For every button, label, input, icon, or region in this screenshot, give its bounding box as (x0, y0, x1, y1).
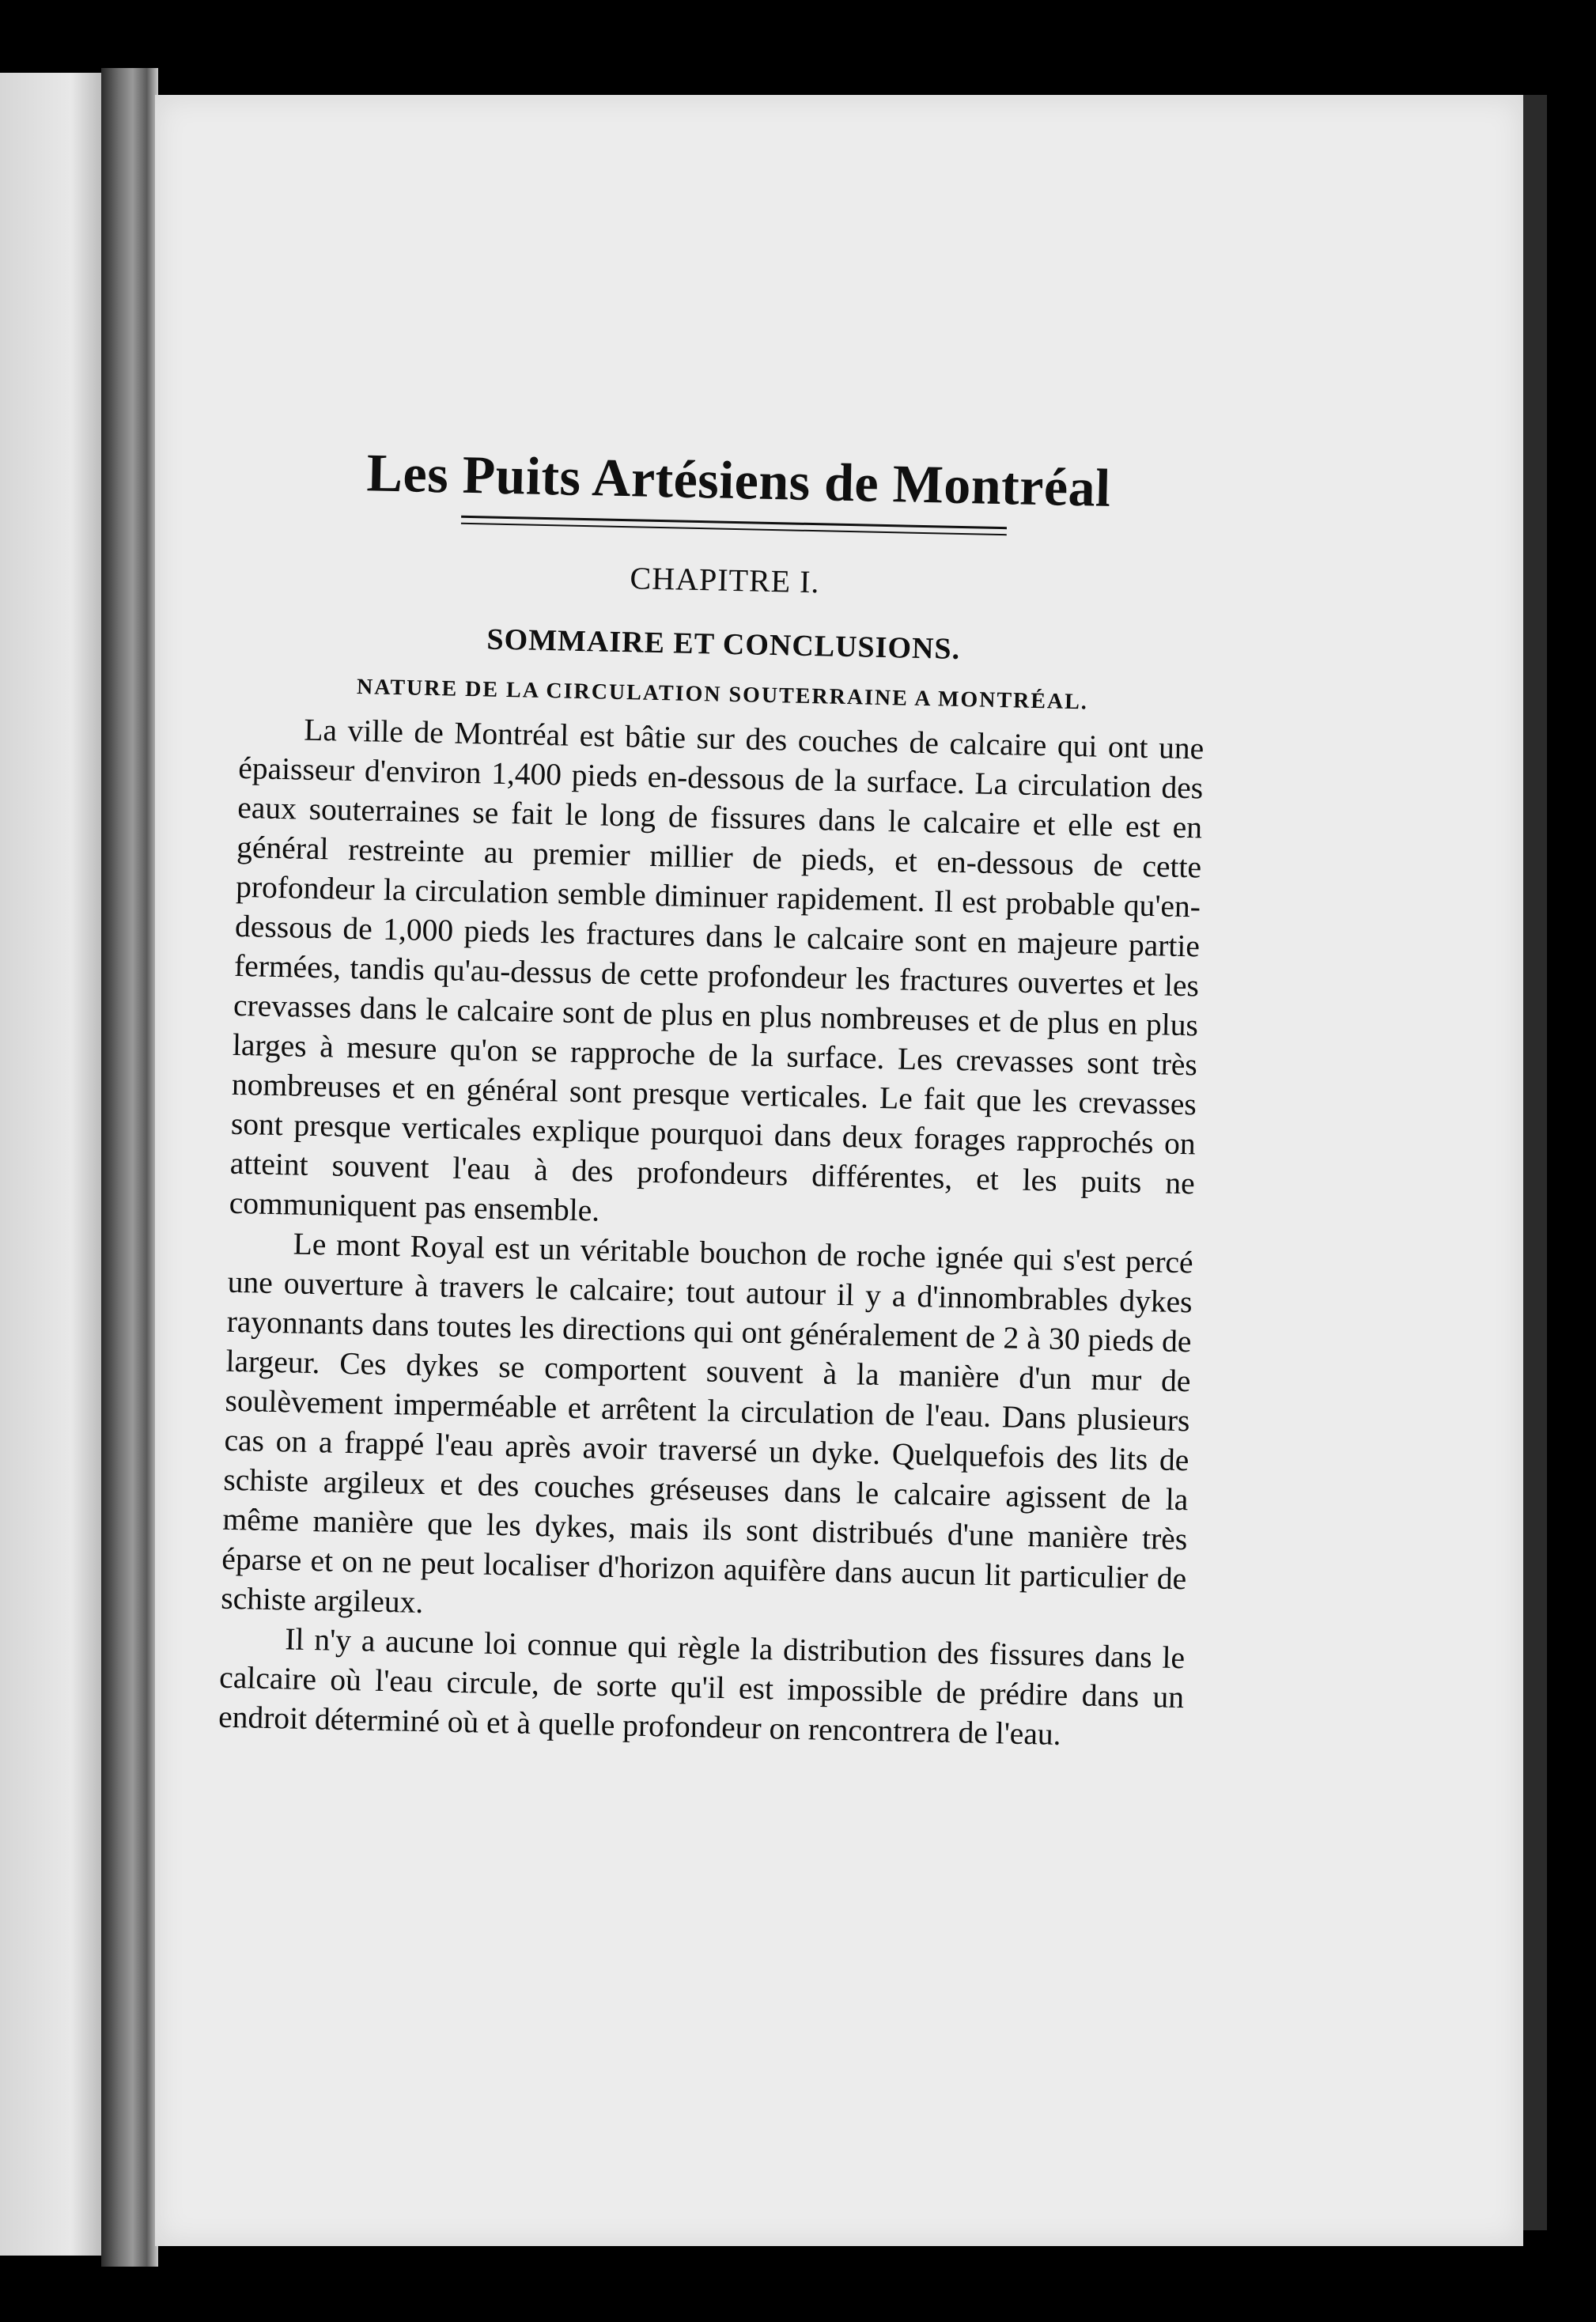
chapter-heading: CHAPITRE I. (630, 560, 820, 600)
paragraph-1: La ville de Montréal est bâtie sur des couches de calcaire qui ont une épaisseur d'environ 1,400 pieds en-dessous de la surface. La circulation des eaux souterraines se fait le long de fissures dans le calcaire et elle est en général restreinte au premier millier de pieds, et en-dessous de cette profondeur la circulation semble diminuer rapidement. Il est probable qu'en-dessous de 1,000 pieds les fractures dans le calcaire sont en majeure partie fermées, tandis qu'au-dessus de cette profondeur les fractures ouvertes et les crevasses dans le calcaire sont de plus en plus nombreuses et de plus en plus larges à mesure qu'on se rapproche de la surface. Les crevasses sont très nombreuses et en général sont presque verticales. Le fait que les crevasses sont presque verticales explique pourquoi dans deux forages rapprochés on atteint souvent l'eau à des profondeurs différentes, et les puits ne communiquent pas ensemble. (229, 712, 1205, 1228)
previous-page-edge (0, 73, 101, 2256)
subsection-heading: NATURE DE LA CIRCULATION SOUTERRAINE A MONTRÉAL. (356, 675, 1089, 715)
binding-gutter (101, 68, 158, 2267)
page-right-edge (1523, 95, 1547, 2230)
page-content (218, 443, 1210, 1757)
title-double-rule (461, 516, 1007, 535)
paragraph-3: Il n'y a aucune loi connue qui règle la distribution des fissures dans le calcaire où l'eau circule, de sorte qu'il est impossible de prédire dans un endroit déterminé où et à quelle profondeur on rencontrera de l'eau. (217, 1621, 1186, 1752)
document-title: Les Puits Artésiens de Montréal (365, 442, 1112, 518)
section-heading: SOMMAIRE ET CONCLUSIONS. (486, 622, 961, 666)
paragraph-2: Le mont Royal est un véritable bouchon de roche ignée qui s'est percé une ouverture à travers le calcaire; tout autour il y a d'innombrables dykes rayonnants dans toutes les directions qui ont généralement de 2 à 30 pieds de largeur. Ces dykes se comportent souvent à la manière d'un mur de soulèvement imperméable et arrêtent la circulation de l'eau. Dans plusieurs cas on a frappé l'eau après avoir traversé un dyke. Quelquefois des lits de schiste argileux et des couches gréseuses dans le calcaire agissent de la même manière que les dykes, mais ils sont distribués d'une manière très éparse et on ne peut localiser d'horizon aquifère dans aucun lit particulier de schiste argileux. (220, 1226, 1194, 1620)
